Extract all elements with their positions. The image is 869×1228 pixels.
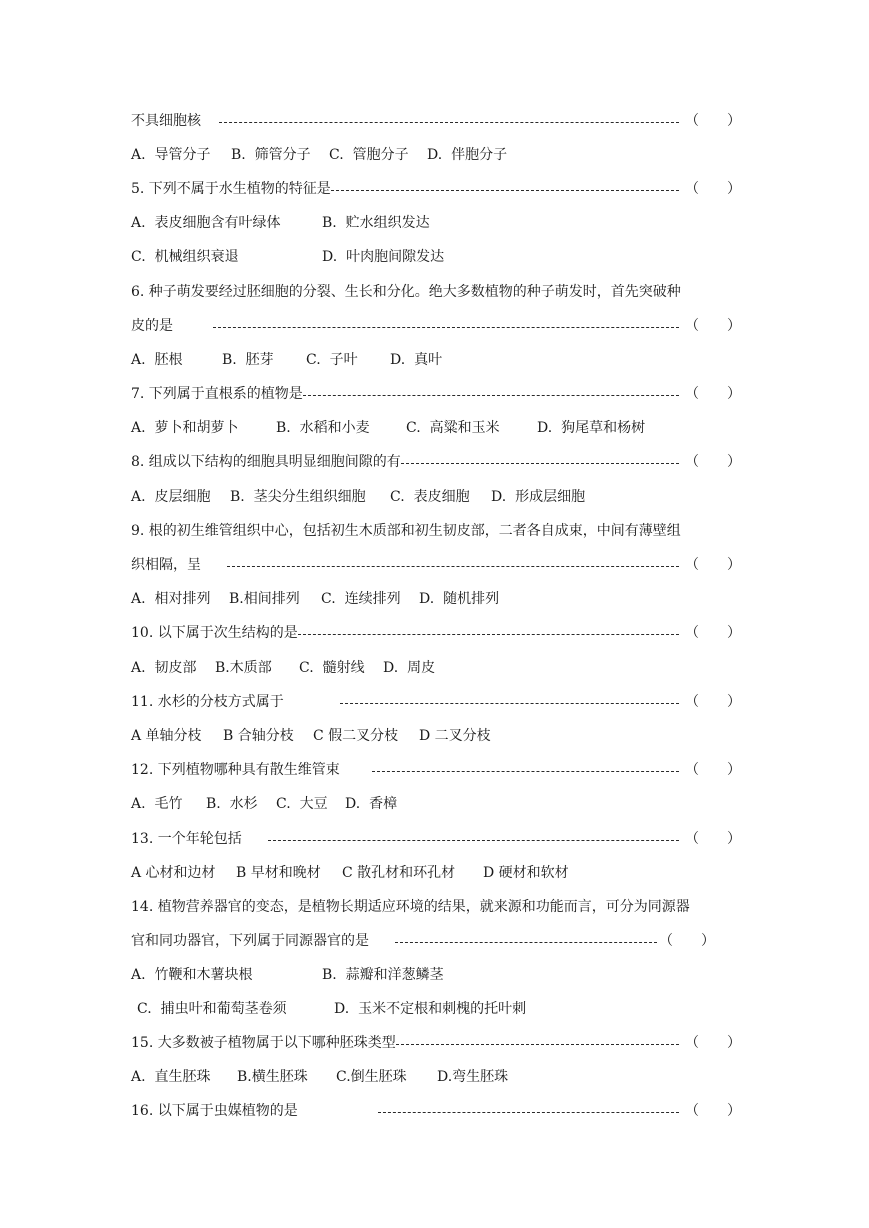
question-text: 11. 水杉的分枝方式属于 xyxy=(131,694,284,710)
answer-blank: （ ） xyxy=(685,113,741,129)
option-a: A. 胚根 xyxy=(131,352,183,368)
option-c: C. 子叶 xyxy=(306,352,358,368)
question-15 xyxy=(131,1031,741,1055)
options-line xyxy=(131,143,741,167)
option-b: B. 水稻和小麦 xyxy=(276,420,370,436)
options-line xyxy=(131,485,741,509)
dotted-leader xyxy=(372,771,679,772)
option-d: D. 叶肉胞间隙发达 xyxy=(322,249,445,265)
options-line xyxy=(131,348,741,372)
question-text: 15. 大多数被子植物属于以下哪种胚珠类型 xyxy=(131,1035,396,1051)
answer-blank: （ ） xyxy=(685,762,741,778)
question-6-tail xyxy=(131,314,741,338)
option-d: D 硬材和软材 xyxy=(483,865,569,881)
option-d: D.弯生胚珠 xyxy=(437,1069,509,1085)
option-d: D. 随机排列 xyxy=(419,591,500,607)
options-line xyxy=(131,861,741,885)
dotted-leader xyxy=(331,190,679,191)
option-b: B.横生胚珠 xyxy=(237,1069,308,1085)
options-line xyxy=(131,1065,741,1089)
question-9-tail xyxy=(131,553,741,577)
answer-blank: （ ） xyxy=(685,557,741,573)
question-11 xyxy=(131,690,741,714)
option-c: C. 髓射线 xyxy=(299,660,365,676)
options-line xyxy=(131,211,741,235)
option-d: D. 周皮 xyxy=(383,660,436,676)
answer-blank: （ ） xyxy=(685,181,741,197)
option-b: B. 胚芽 xyxy=(222,352,274,368)
option-a: A. 相对排列 xyxy=(131,591,211,607)
option-c: C 假二叉分枝 xyxy=(313,728,399,744)
question-text: 8. 组成以下结构的细胞具明显细胞间隙的有 xyxy=(131,454,401,470)
question-text: 9. 根的初生维管组织中心，包括初生木质部和初生韧皮部，二者各自成束，中间有薄壁组 xyxy=(131,523,681,539)
option-a: A. 韧皮部 xyxy=(131,660,197,676)
option-a: A. 皮层细胞 xyxy=(131,489,211,505)
options-line xyxy=(131,997,741,1021)
option-c: C. 高粱和玉米 xyxy=(406,420,500,436)
option-b: B. 筛管分子 xyxy=(231,147,311,163)
option-c: C.倒生胚珠 xyxy=(336,1069,407,1085)
dotted-leader xyxy=(268,840,679,841)
option-b: B. 贮水组织发达 xyxy=(322,215,430,231)
question-12 xyxy=(131,758,741,782)
answer-blank: （ ） xyxy=(685,318,741,334)
question-5 xyxy=(131,177,741,201)
question-16 xyxy=(131,1099,741,1123)
options-line xyxy=(131,245,741,269)
question-text: 5. 下列不属于水生植物的特征是 xyxy=(131,181,331,197)
question-text: 官和同功器官，下列属于同源器官的是 xyxy=(131,933,369,949)
option-c: C 散孔材和环孔材 xyxy=(342,865,456,881)
question-text: 10. 以下属于次生结构的是 xyxy=(131,625,298,641)
answer-blank: （ ） xyxy=(685,694,741,710)
dotted-leader xyxy=(303,395,679,396)
option-b: B. 茎尖分生组织细胞 xyxy=(230,489,366,505)
options-line xyxy=(131,416,741,440)
question-9 xyxy=(131,519,741,543)
options-line xyxy=(131,587,741,611)
dotted-leader xyxy=(395,942,657,943)
option-b: B.木质部 xyxy=(215,660,272,676)
option-a: A. 竹鞭和木薯块根 xyxy=(131,967,253,983)
answer-blank: （ ） xyxy=(685,625,741,641)
question-14 xyxy=(131,895,741,919)
question-text: 14. 植物营养器官的变态，是植物长期适应环境的结果，就来源和功能而言，可分为同源器 xyxy=(131,899,690,915)
answer-blank: （ ） xyxy=(685,831,741,847)
options-line xyxy=(131,656,741,680)
option-c: C. 管胞分子 xyxy=(329,147,409,163)
question-7 xyxy=(131,382,741,406)
options-line xyxy=(131,724,741,748)
question-8 xyxy=(131,450,741,474)
question-text: 12. 下列植物哪种具有散生维管束 xyxy=(131,762,340,778)
option-a: A. 表皮细胞含有叶绿体 xyxy=(131,215,281,231)
option-a: A. 毛竹 xyxy=(131,796,183,812)
question-text: 13. 一个年轮包括 xyxy=(131,831,242,847)
option-b: B. 水杉 xyxy=(206,796,258,812)
option-c: C. 捕虫叶和葡萄茎卷须 xyxy=(137,1001,287,1017)
option-b: B 合轴分枝 xyxy=(223,728,294,744)
option-c: C. 机械组织衰退 xyxy=(131,249,239,265)
option-c: C. 表皮细胞 xyxy=(390,489,470,505)
question-text: 6. 种子萌发要经过胚细胞的分裂、生长和分化。绝大多数植物的种子萌发时，首先突破种 xyxy=(131,284,681,300)
dotted-leader xyxy=(213,327,679,328)
option-b: B. 蒜瓣和洋葱鳞茎 xyxy=(322,967,444,983)
options-line xyxy=(131,792,741,816)
options-line xyxy=(131,963,741,987)
option-c: C. 连续排列 xyxy=(321,591,401,607)
dotted-leader xyxy=(378,1112,679,1113)
option-a: A. 导管分子 xyxy=(131,147,211,163)
question-text: 7. 下列属于直根系的植物是 xyxy=(131,386,303,402)
answer-blank: （ ） xyxy=(685,1103,741,1119)
option-a: A. 萝卜和胡萝卜 xyxy=(131,420,239,436)
answer-blank: （ ） xyxy=(685,1035,741,1051)
option-d: D 二叉分枝 xyxy=(419,728,491,744)
option-b: B 早材和晚材 xyxy=(236,865,321,881)
option-d: D. 真叶 xyxy=(390,352,443,368)
question-text: 皮的是 xyxy=(131,318,173,334)
question-text: 织相隔，呈 xyxy=(131,557,201,573)
option-d: D. 香樟 xyxy=(345,796,398,812)
question-text: 16. 以下属于虫媒植物的是 xyxy=(131,1103,298,1119)
dotted-leader xyxy=(219,122,679,123)
dotted-leader xyxy=(340,703,679,704)
option-d: D. 形成层细胞 xyxy=(491,489,586,505)
option-a: A 心材和边材 xyxy=(131,865,216,881)
question-text: 不具细胞核 xyxy=(131,113,201,129)
answer-blank: （ ） xyxy=(659,933,715,949)
dotted-leader xyxy=(396,1044,679,1045)
question-13 xyxy=(131,827,741,851)
dotted-leader xyxy=(227,566,679,567)
option-b: B.相间排列 xyxy=(229,591,300,607)
answer-blank: （ ） xyxy=(685,386,741,402)
option-a: A 单轴分枝 xyxy=(131,728,202,744)
option-d: D. 伴胞分子 xyxy=(427,147,508,163)
answer-blank: （ ） xyxy=(685,454,741,470)
option-c: C. 大豆 xyxy=(276,796,328,812)
option-d: D. 玉米不定根和刺槐的托叶刺 xyxy=(334,1001,527,1017)
question-6 xyxy=(131,280,741,304)
question-10 xyxy=(131,621,741,645)
dotted-leader xyxy=(298,634,679,635)
question-14-tail xyxy=(131,929,741,953)
option-a: A. 直生胚珠 xyxy=(131,1069,211,1085)
question-tail-line xyxy=(131,109,741,133)
dotted-leader xyxy=(401,463,679,464)
option-d: D. 狗尾草和杨树 xyxy=(537,420,646,436)
